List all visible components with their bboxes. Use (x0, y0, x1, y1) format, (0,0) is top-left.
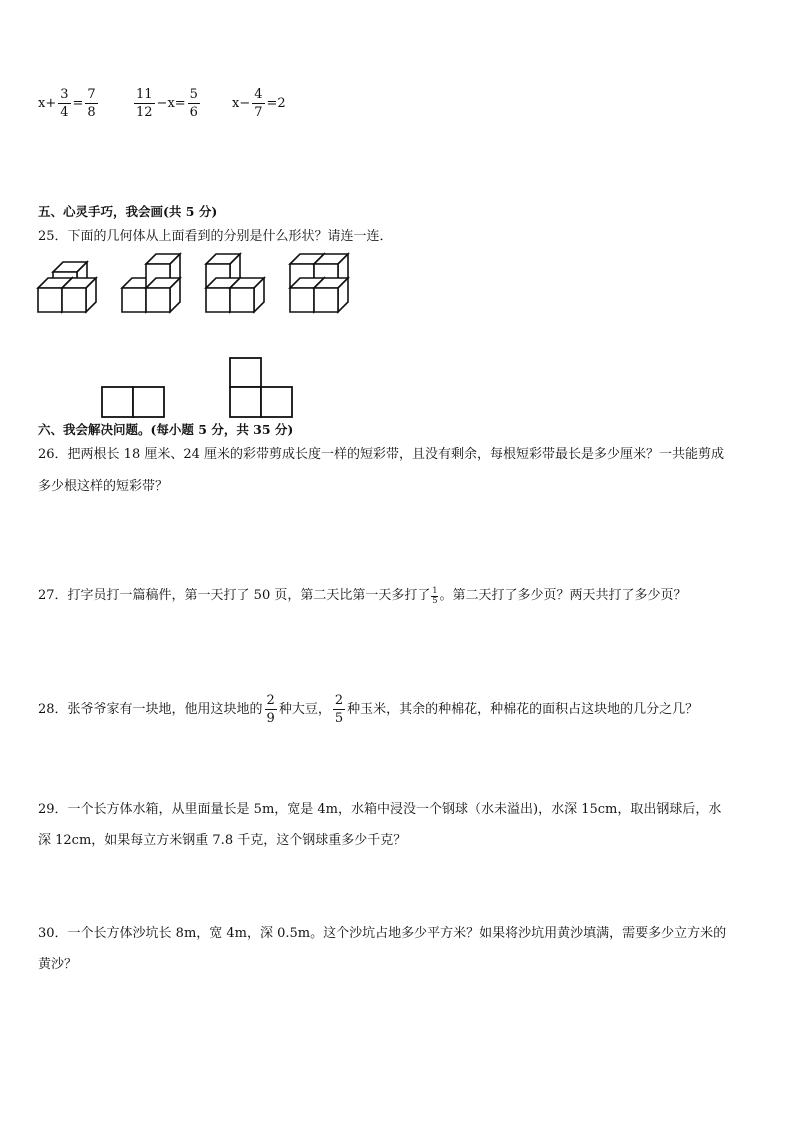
solid-3 (206, 254, 264, 312)
top-view-2 (230, 358, 292, 417)
question-26-line-2: 多少根这样的短彩带？ (38, 479, 169, 494)
fraction: $\frac{1}{5}$ (432, 585, 438, 605)
question-28: 28．张爷爷家有一块地，他用这块地的 $\frac{2}{9}$ 种大豆， $\frac{2}{5}$ 种玉米，其余的种棉花，种棉花的面积占这块地的几分之几？ (38, 693, 699, 726)
question-30-line-1: 30．一个长方体沙坑长 8m，宽 4m，深 0.5m。这个沙坑占地多少平方米？如果将沙坑用黄沙填满，需要多少立方米的 (38, 926, 727, 941)
equation-2: $\frac{11}{12}$ −x= $\frac{5}{6}$ (136, 87, 198, 120)
section-6-title: 六、我会解决问题。(每小题 5 分，共 35 分) (38, 422, 294, 437)
fraction: $\frac{7}{8}$ (87, 87, 96, 120)
solid-2 (122, 254, 180, 312)
fraction: $\frac{2}{9}$ (266, 693, 275, 726)
cube-solids-figure (36, 248, 366, 318)
section-5-title: 五、心灵手巧，我会画(共 5 分) (38, 204, 218, 219)
question-30-line-2: 黄沙？ (38, 957, 78, 972)
question-29-line-2: 深 12cm，如果每立方米钢重 7.8 千克，这个钢球重多少千克？ (38, 833, 407, 848)
question-26-line-1: 26．把两根长 18 厘米、24 厘米的彩带剪成长度一样的短彩带，且没有剩余，每根短彩带最长是多少厘米？一共能剪成 (38, 447, 725, 462)
fraction: $\frac{4}{7}$ (254, 87, 263, 120)
fraction: $\frac{2}{5}$ (334, 693, 344, 726)
fraction: $\frac{3}{4}$ (60, 87, 69, 120)
question-27: 27．打字员打一篇稿件，第一天打了 50 页，第二天比第一天多打了 $\frac{1}{5}$ 。第二天打了多少页？两天共打了多少页？ (38, 585, 687, 605)
equation-1: x+ $\frac{3}{4}$ = $\frac{7}{8}$ (38, 87, 96, 120)
fraction: $\frac{11}{12}$ (136, 87, 153, 120)
top-view-1 (102, 387, 164, 417)
question-29-line-1: 29．一个长方体水箱，从里面量长是 5m，宽是 4m，水箱中浸没一个钢球（水未溢出)，水深 15cm，取出钢球后，水 (38, 802, 722, 817)
fraction: $\frac{5}{6}$ (189, 87, 198, 120)
question-25: 25．下面的几何体从上面看到的分别是什么形状？请连一连． (38, 229, 393, 244)
solid-1 (38, 262, 96, 312)
top-views-figure (100, 356, 300, 420)
equation-3: x− $\frac{4}{7}$ =2 (232, 87, 286, 120)
solid-4 (290, 254, 348, 312)
